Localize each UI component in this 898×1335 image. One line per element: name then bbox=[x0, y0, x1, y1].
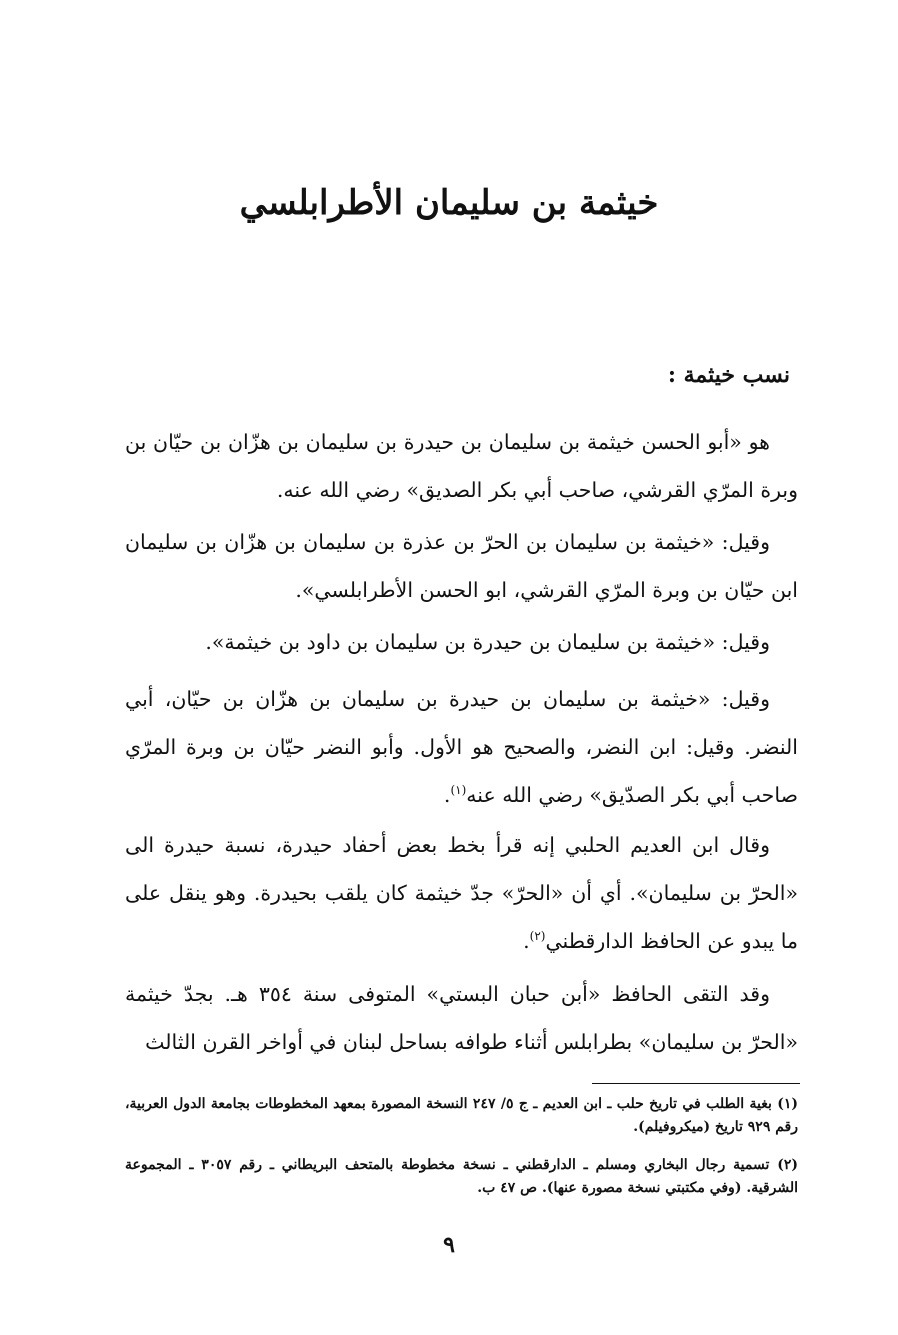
page-number: ٩ bbox=[443, 1232, 455, 1258]
footnote-2: (٢) تسمية رجال البخاري ومسلم ـ الدارقطني ـ نسخة مخطوطة بالمتحف البريطاني ـ رقم ٣٠٥٧ ـ المجموعة الشرقية. (وفي مكتبتي نسخة مصورة عنها). ص ٤٧ ب. bbox=[125, 1157, 799, 1196]
paragraph-2-text: وقيل: «خيثمة بن سليمان بن الحرّ بن عذرة بن سليمان بن هزّان بن سليمان ابن حيّان بن وبرة المرّي القرشي، ابو الحسن الأطرابلسي». bbox=[125, 530, 798, 602]
footnote-divider bbox=[592, 1083, 800, 1084]
paragraph-2 bbox=[125, 518, 798, 614]
paragraph-6-text: وقد التقى الحافظ «أبن حبان البستي» المتوفى سنة ٣٥٤ هـ. بجدّ خيثمة «الحرّ بن سليمان» بطرابلس أثناء طوافه بساحل لبنان في أواخر القرن الثالث bbox=[125, 982, 798, 1054]
paragraph-3-text: وقيل: «خيثمة بن سليمان بن حيدرة بن سليمان بن داود بن خيثمة». bbox=[205, 630, 770, 654]
paragraph-5 bbox=[125, 821, 798, 965]
paragraph-5-end: . bbox=[523, 929, 530, 953]
paragraph-1-text: هو «أبو الحسن خيثمة بن سليمان بن حيدرة بن سليمان بن هزّان بن حيّان بن وبرة المرّي القرشي، صاحب أبي بكر الصديق» رضي الله عنه. bbox=[125, 430, 798, 502]
paragraph-4-text: وقيل: «خيثمة بن سليمان بن حيدرة بن سليمان بن هزّان بن حيّان، أبي النضر. وقيل: ابن النضر، والصحيح هو الأول. وأبو النضر حيّان بن وبرة المرّي صاحب أبي بكر الصدّيق» رضي الله عنه bbox=[125, 687, 798, 807]
paragraph-6 bbox=[125, 970, 798, 1066]
paragraph-1 bbox=[125, 418, 798, 514]
paragraph-5-text: وقال ابن العديم الحلبي إنه قرأ بخط بعض أحفاد حيدرة، نسبة حيدرة الى «الحرّ بن سليمان». أي أن «الحرّ» جدّ خيثمة كان يلقب بحيدرة. وهو ينقل على ما يبدو عن الحافظ الدارقطني bbox=[125, 833, 798, 953]
paragraph-3 bbox=[125, 618, 798, 666]
footnote-ref-2[interactable]: (٢) bbox=[529, 929, 546, 944]
section-heading: نسب خيثمة : bbox=[667, 362, 790, 388]
paragraph-4 bbox=[125, 675, 798, 819]
footnote-ref-1[interactable]: (١) bbox=[450, 783, 467, 798]
footnote-1: (١) بغية الطلب في تاريخ حلب ـ ابن العديم ـ ج ٥/ ٢٤٧ النسخة المصورة بمعهد المخطوطات بجامعة الدول العربية، رقم ٩٢٩ تاريخ (ميكروفيلم). bbox=[125, 1096, 798, 1135]
page-title: خيثمة بن سليمان الأطرابلسي bbox=[239, 182, 659, 223]
paragraph-4-end: . bbox=[443, 783, 451, 807]
